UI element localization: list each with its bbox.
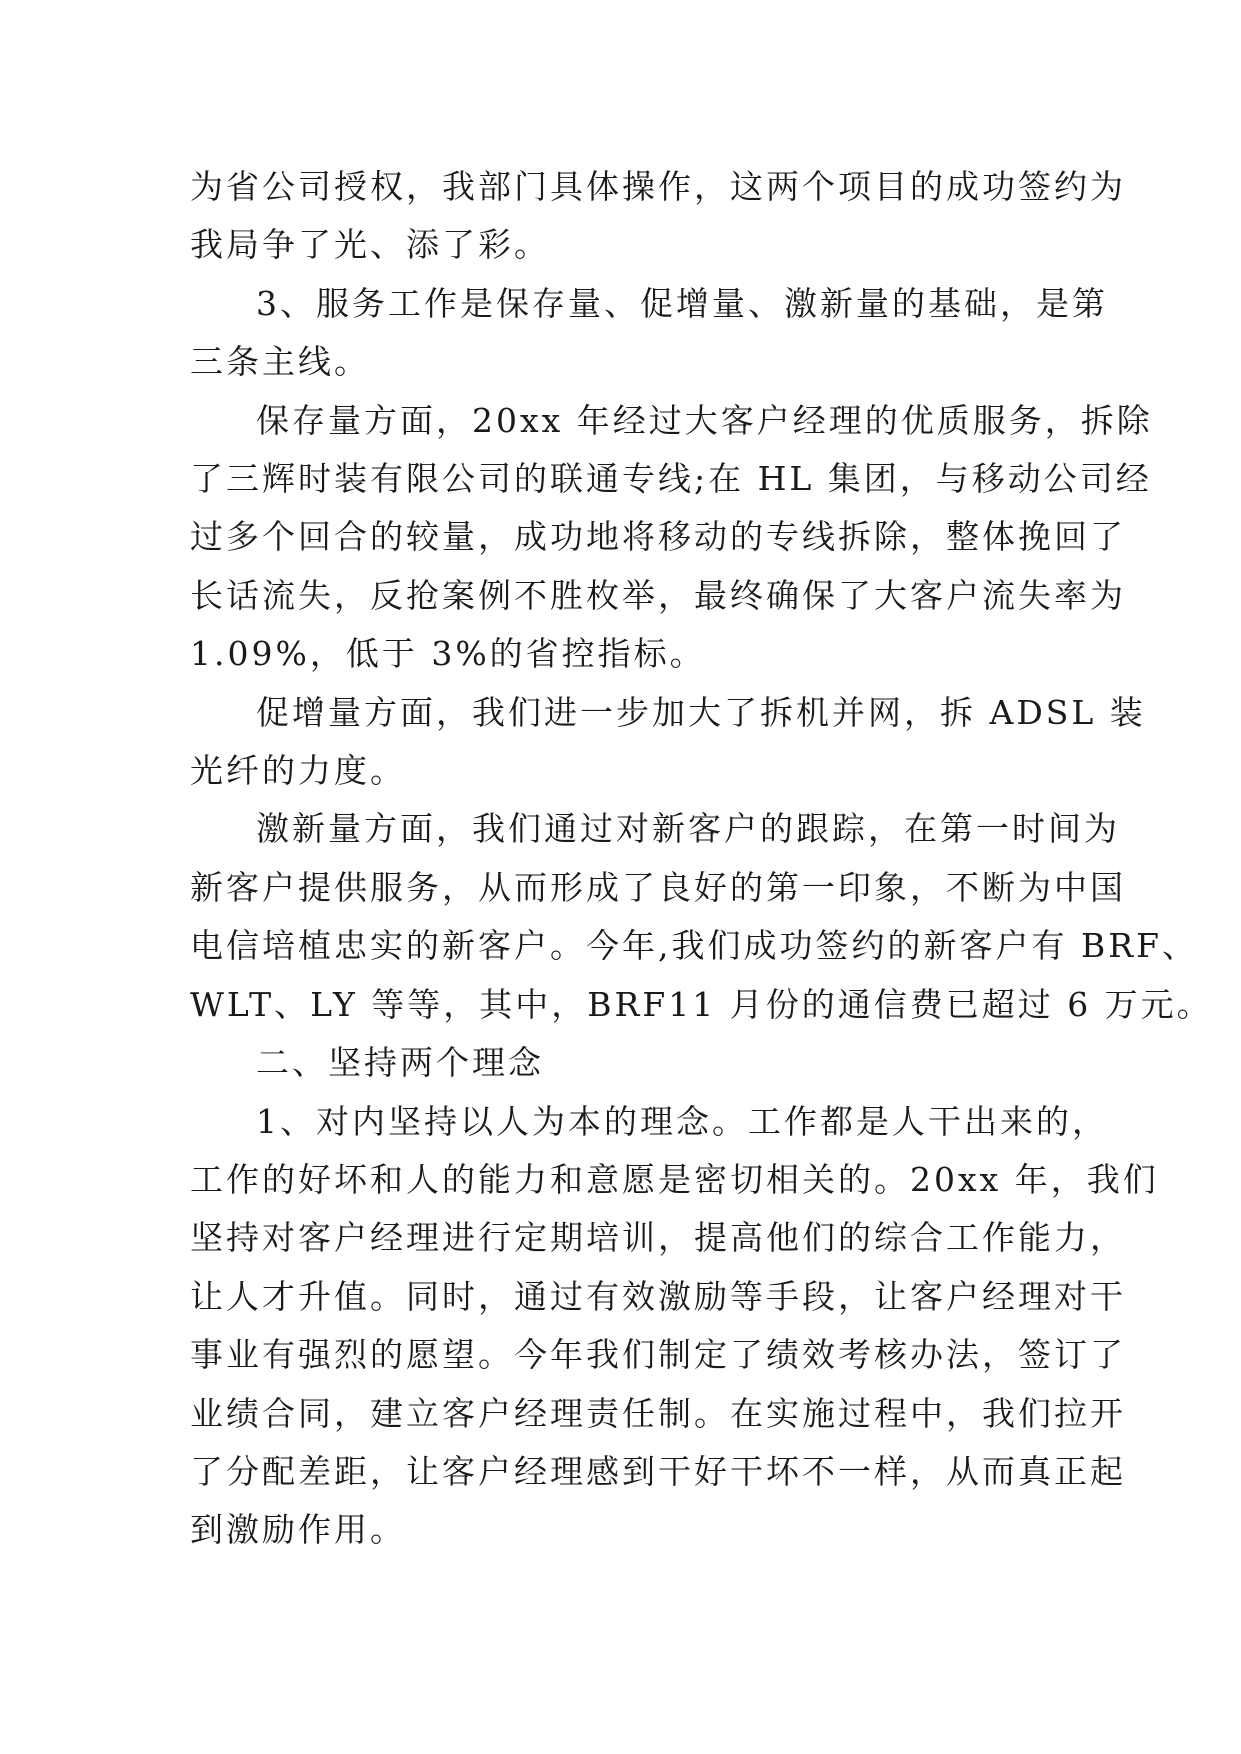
text-line: 让人才升值。同时，通过有效激励等手段，让客户经理对干 bbox=[190, 1276, 1126, 1316]
text-line: 1.09%，低于 3%的省控指标。 bbox=[190, 634, 706, 674]
text-line: 二、坚持两个理念 bbox=[256, 1043, 544, 1083]
text-line: 过多个回合的较量，成功地将移动的专线拆除，整体挽回了 bbox=[190, 517, 1126, 557]
paragraph bbox=[190, 1093, 1159, 1560]
text-line: 工作的好坏和人的能力和意愿是密切相关的。20xx 年，我们 bbox=[190, 1159, 1159, 1199]
text-line: 坚持对客户经理进行定期培训，提高他们的综合工作能力， bbox=[190, 1218, 1126, 1258]
text-line: 我局争了光、添了彩。 bbox=[190, 225, 550, 265]
text-line: 了分配差距，让客户经理感到干好干坏不一样，从而真正起 bbox=[190, 1451, 1126, 1491]
paragraph bbox=[190, 158, 1126, 275]
text-line: 事业有强烈的愿望。今年我们制定了绩效考核办法，签订了 bbox=[190, 1335, 1126, 1375]
text-line: 业绩合同，建立客户经理责任制。在实施过程中，我们拉开 bbox=[190, 1393, 1126, 1433]
text-line: 长话流失，反抢案例不胜枚举，最终确保了大客户流失率为 bbox=[190, 575, 1126, 615]
section-heading bbox=[190, 1034, 1050, 1092]
paragraph bbox=[190, 275, 1108, 392]
text-line: 3、服务工作是保存量、促增量、激新量的基础，是第 bbox=[256, 283, 1108, 323]
text-line: 光纤的力度。 bbox=[190, 751, 406, 791]
paragraph bbox=[190, 684, 1146, 801]
text-line: 促增量方面，我们进一步加大了拆机并网，拆 ADSL 装 bbox=[256, 692, 1146, 732]
paragraph bbox=[190, 392, 1153, 684]
text-line: 三条主线。 bbox=[190, 342, 370, 382]
text-line: 1、对内坚持以人为本的理念。工作都是人干出来的， bbox=[256, 1101, 1108, 1141]
text-line: 为省公司授权，我部门具体操作，这两个项目的成功签约为 bbox=[190, 167, 1126, 206]
text-line: 电信培植忠实的新客户。今年,我们成功签约的新客户有 BRF、 bbox=[190, 926, 1198, 966]
document-body bbox=[190, 158, 1213, 1560]
text-line: 保存量方面，20xx 年经过大客户经理的优质服务，拆除 bbox=[256, 400, 1153, 440]
text-line: 激新量方面，我们通过对新客户的跟踪，在第一时间为 bbox=[256, 809, 1120, 849]
text-line: WLT、LY 等等，其中，BRF11 月份的通信费已超过 6 万元。 bbox=[190, 984, 1213, 1024]
text-line: 到激励作用。 bbox=[190, 1510, 406, 1550]
paragraph bbox=[190, 800, 1213, 1034]
text-line: 新客户提供服务，从而形成了良好的第一印象，不断为中国 bbox=[190, 867, 1126, 907]
text-line: 了三辉时装有限公司的联通专线;在 HL 集团，与移动公司经 bbox=[190, 459, 1152, 499]
